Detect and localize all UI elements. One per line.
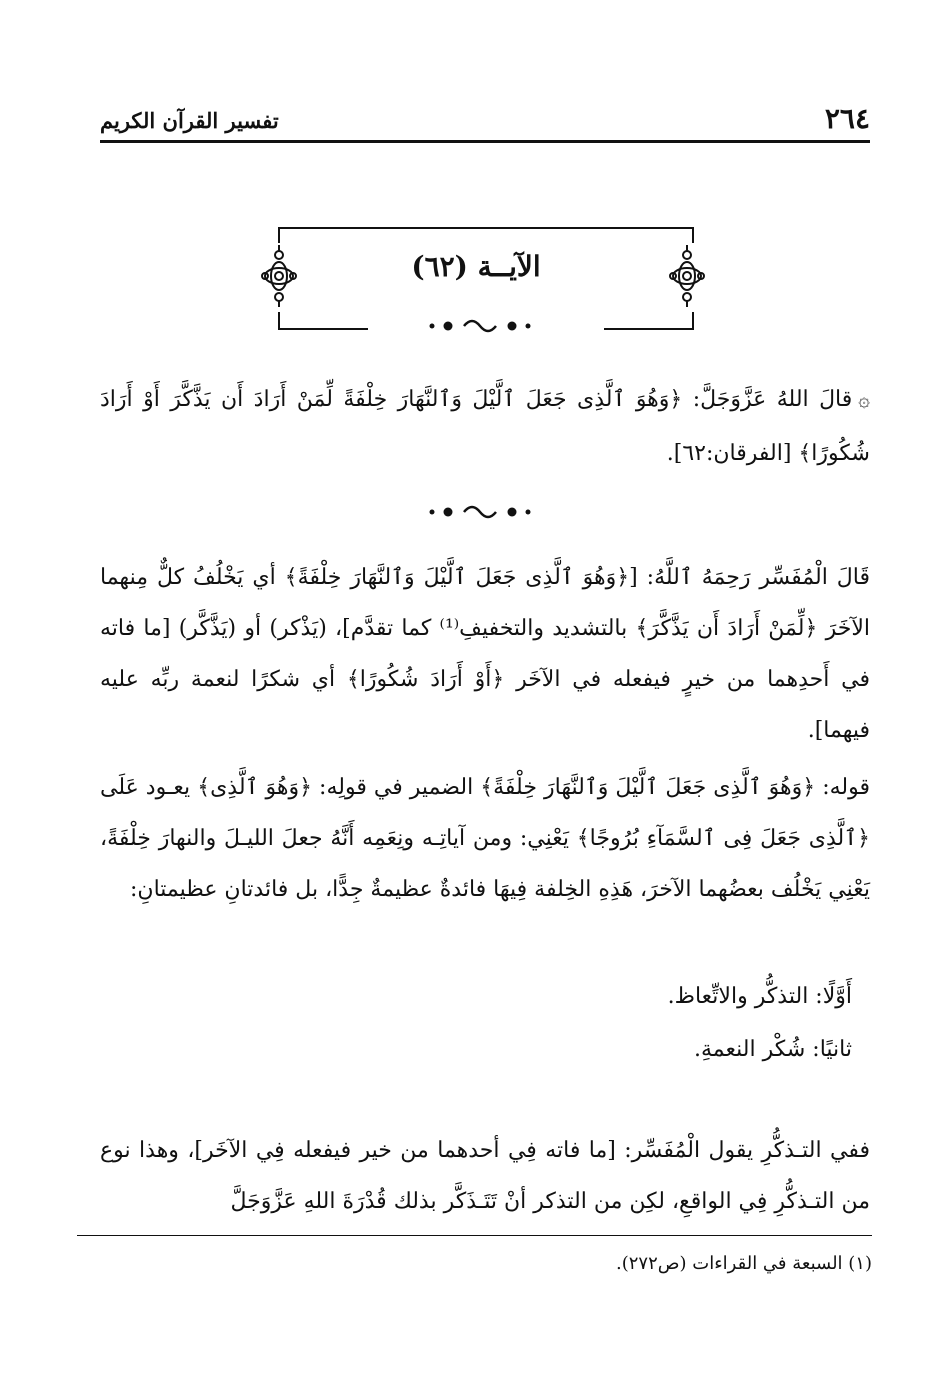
page-number: ٢٦٤ [824, 102, 870, 135]
frame-bottom-left-rule [278, 328, 368, 330]
verse-quotation [100, 372, 870, 481]
paragraph-pronoun-reference: قوله: ﴿وَهُوَ ٱلَّذِى جَعَلَ ٱلَّيْلَ وَٱلنَّهَارَ خِلْفَةً﴾ الضمير في قولِه: ﴿وَهُوَ ٱلَّذِى﴾ يعـود عَلَى ﴿ٱلَّذِى جَعَلَ فِى ٱلسَّمَآءِ بُرُوجًا﴾ يَعْنِي: ومن آياتِـه ونِعَمِه أَنَّهُ جعلَ الليـلَ والنهارَ خِلْفَةً، يَعْنِي يَخْلُف بعضُهما الآخرَ، هَذِهِ الخِلفة فِيهَا فائدةٌ عظيمةٌ جِدًّا، بل فائدتانِ عظيمتانِ: [100, 775, 870, 902]
point-second: ثانيًا: شُكْر النعمةِ. [694, 1037, 852, 1062]
footnote-rule [77, 1235, 872, 1236]
left-knot-icon [259, 245, 299, 307]
frame-top-rule [278, 227, 694, 229]
verse-text: قالَ اللهُ عَزَّوَجَلَّ: ﴿وَهُوَ ٱلَّذِى جَعَلَ ٱلَّيْلَ وَٱلنَّهَارَ خِلْفَةً لِّمَنْ أَرَادَ أَن يَذَّكَّرَ أَوْ أَرَادَ شُكُورًا﴾ [الفرقان:٦٢]. [100, 387, 870, 466]
paragraph-commentary: قَالَ الْمُفَسِّر رَحِمَهُ ٱللَّهُ: [﴿وَهُوَ ٱلَّذِى جَعَلَ ٱلَّيْلَ وَٱلنَّهَارَ خِلْفَةً﴾ أي يَخْلُفُ كلٌّ مِنهما الآخَرَ ﴿لِّمَنْ أَرَادَ أَن يَذَّكَّرَ﴾ بالتشديد والتخفيفِ⁽¹⁾ كما تقدَّم]، (يَذْكر) أو (يَذَّكَّر) [ما فاته في أَحدِهما من خيرٍ فيفعله في الآخَر ﴿أَوْ أَرَادَ شُكُورًا﴾ أي شكرًا لنعمة ربِّه عليه فيهما]. [100, 565, 870, 743]
point-first: أَوَّلًا: التذكُّر والاتِّعاظ. [667, 984, 852, 1009]
ayah-heading: الآيــة (٦٢) [411, 250, 541, 283]
paragraph-remembrance: ففي التـذكُّرِ يقول الْمُفَسِّر: [ما فاته فِي أحدهما من خير فيفعله فِي الآخَر]، وهذا نوع من التـذكُّرِ فِي الواقعِ، لكِن من التذكر أنْ تَتَـذَكَّر بذلك قُدْرَةَ اللهِ عَزَّوَجَلَّ [100, 1138, 870, 1214]
frame-bottom-right-rule [604, 328, 694, 330]
frame-right-upper-rule [692, 227, 694, 243]
verse-marker-icon: ۞ [858, 387, 870, 411]
separator-ornament-icon [420, 500, 540, 524]
divider-ornament-icon [420, 314, 540, 338]
running-header [100, 100, 870, 143]
right-knot-icon [667, 245, 707, 307]
footnote-1: (١) السبعة في القراءات (ص٢٧٢). [615, 1253, 872, 1274]
book-title: تفسير القرآن الكريم [100, 108, 279, 133]
frame-left-upper-rule [278, 227, 280, 243]
